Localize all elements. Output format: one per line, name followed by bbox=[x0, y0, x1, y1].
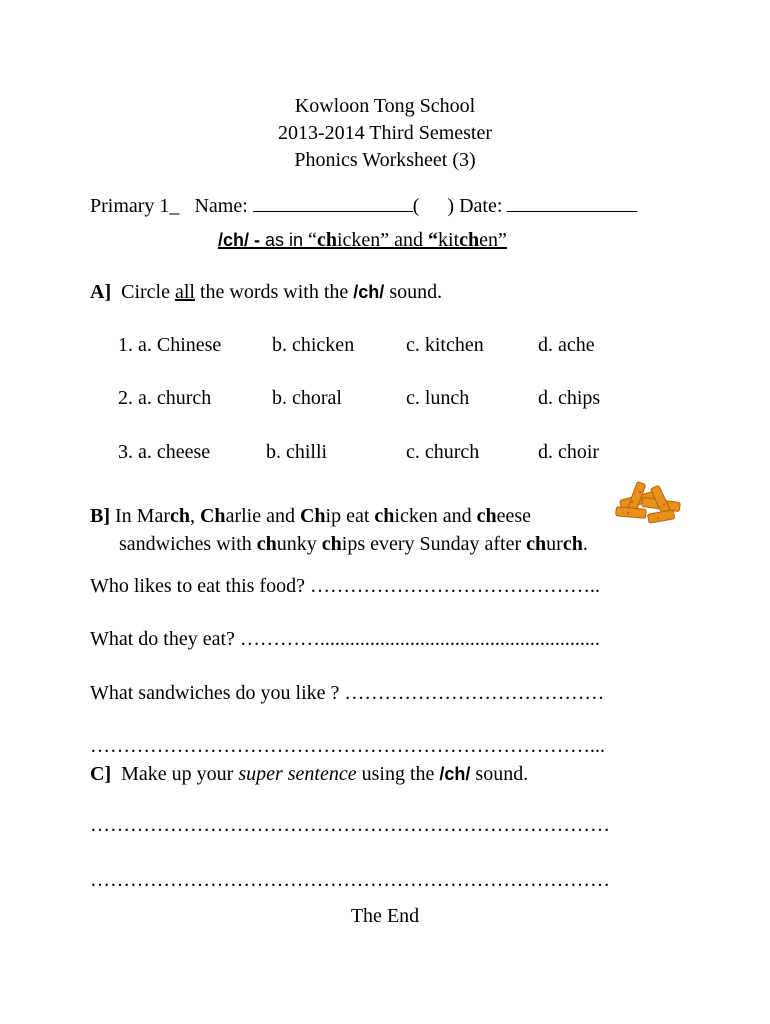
instr-all: all bbox=[174, 281, 195, 303]
word-option[interactable]: d. choir bbox=[538, 441, 600, 463]
ch-bold: ch bbox=[374, 505, 395, 527]
quote-open: “ bbox=[308, 229, 317, 251]
and-word: and bbox=[394, 229, 424, 251]
instr-text: Make up your bbox=[121, 763, 234, 785]
answer-line[interactable]: …………………………………………………………………... bbox=[90, 735, 605, 757]
section-a-label: A] bbox=[90, 281, 112, 303]
word-option[interactable]: b. choral bbox=[272, 387, 342, 409]
instr-text: using the bbox=[361, 763, 435, 785]
ch-bold: Ch bbox=[299, 505, 326, 527]
word-option[interactable]: d. chips bbox=[538, 387, 601, 409]
story-segment: unky bbox=[276, 533, 322, 555]
story-segment: ips every Sunday after bbox=[341, 533, 527, 555]
word-option[interactable]: b. chicken bbox=[272, 334, 355, 356]
semester: 2013-2014 Third Semester bbox=[277, 122, 493, 144]
kitchen-pre: kit bbox=[438, 229, 460, 251]
instr-italic: super sentence bbox=[238, 763, 357, 785]
info-line bbox=[90, 193, 637, 220]
primary-label: Primary 1_ bbox=[90, 195, 180, 217]
instr-sound: /ch/ bbox=[439, 764, 471, 784]
story-segment: , bbox=[189, 505, 200, 527]
chicken-rest: icken” bbox=[336, 229, 390, 251]
story-segment: sandwiches with bbox=[119, 533, 257, 555]
ch-bold: ch bbox=[459, 229, 480, 251]
subtitle bbox=[218, 227, 507, 254]
ch-bold: ch bbox=[316, 229, 337, 251]
subtitle-sound: /ch/ - bbox=[218, 230, 261, 250]
ch-bold: ch bbox=[169, 505, 190, 527]
name-label: Name: bbox=[194, 195, 248, 217]
paren-open: ( bbox=[412, 195, 420, 217]
story-text bbox=[115, 505, 531, 527]
instr-text: sound. bbox=[389, 281, 443, 303]
ch-bold: ch bbox=[321, 533, 342, 555]
story-text bbox=[119, 533, 588, 555]
quote-open: “ bbox=[428, 229, 439, 251]
fries-icon bbox=[612, 478, 686, 530]
instr-text: sound. bbox=[475, 763, 529, 785]
answer-line[interactable]: …………………………………………………………………… bbox=[90, 814, 610, 836]
question-3[interactable]: What sandwiches do you like ? ………………………………… bbox=[90, 682, 605, 704]
ch-bold: ch bbox=[562, 533, 583, 555]
story-segment: . bbox=[582, 533, 588, 555]
date-label: Date: bbox=[459, 195, 503, 217]
section-b-label: B] bbox=[90, 505, 110, 527]
word-option[interactable]: d. ache bbox=[538, 334, 595, 356]
word-option[interactable]: c. kitchen bbox=[406, 334, 484, 356]
word-option[interactable]: 3. a. cheese bbox=[118, 441, 211, 463]
school-name: Kowloon Tong School bbox=[294, 95, 476, 117]
ch-bold: ch bbox=[256, 533, 277, 555]
instr-sound: /ch/ bbox=[353, 282, 385, 302]
name-blank[interactable] bbox=[253, 193, 413, 212]
the-end: The End bbox=[350, 905, 420, 927]
ch-bold: ch bbox=[476, 505, 497, 527]
story-segment: arlie and bbox=[225, 505, 300, 527]
kitchen-rest: en” bbox=[479, 229, 507, 251]
story-segment: ur bbox=[546, 533, 563, 555]
story-segment: ip eat bbox=[325, 505, 375, 527]
answer-line[interactable]: …………………………………………………………………… bbox=[90, 869, 610, 891]
section-b-line2 bbox=[119, 531, 588, 558]
story-segment: icken and bbox=[394, 505, 477, 527]
word-option[interactable]: c. church bbox=[406, 441, 480, 463]
subtitle-as-in: as in bbox=[265, 230, 304, 250]
date-blank[interactable] bbox=[507, 193, 637, 212]
section-c-instruction bbox=[90, 761, 528, 788]
ch-bold: Ch bbox=[199, 505, 226, 527]
word-option[interactable]: b. chilli bbox=[266, 441, 328, 463]
question-1[interactable]: Who likes to eat this food? …………………………………….. bbox=[90, 575, 600, 597]
instr-text: Circle bbox=[121, 281, 170, 303]
ch-bold: ch bbox=[526, 533, 547, 555]
section-b-line1 bbox=[90, 503, 531, 530]
paren-close: ) bbox=[447, 195, 455, 217]
word-option[interactable]: 1. a. Chinese bbox=[118, 334, 222, 356]
story-segment: eese bbox=[496, 505, 532, 527]
word-option[interactable]: c. lunch bbox=[406, 387, 470, 409]
worksheet-title: Phonics Worksheet (3) bbox=[294, 149, 476, 171]
instr-text: the words with the bbox=[199, 281, 349, 303]
story-segment: In Mar bbox=[115, 505, 170, 527]
question-2[interactable]: What do they eat? …………........................................................ bbox=[90, 628, 600, 650]
word-option[interactable]: 2. a. church bbox=[118, 387, 212, 409]
section-c-label: C] bbox=[90, 763, 112, 785]
section-a-instruction bbox=[90, 279, 442, 306]
